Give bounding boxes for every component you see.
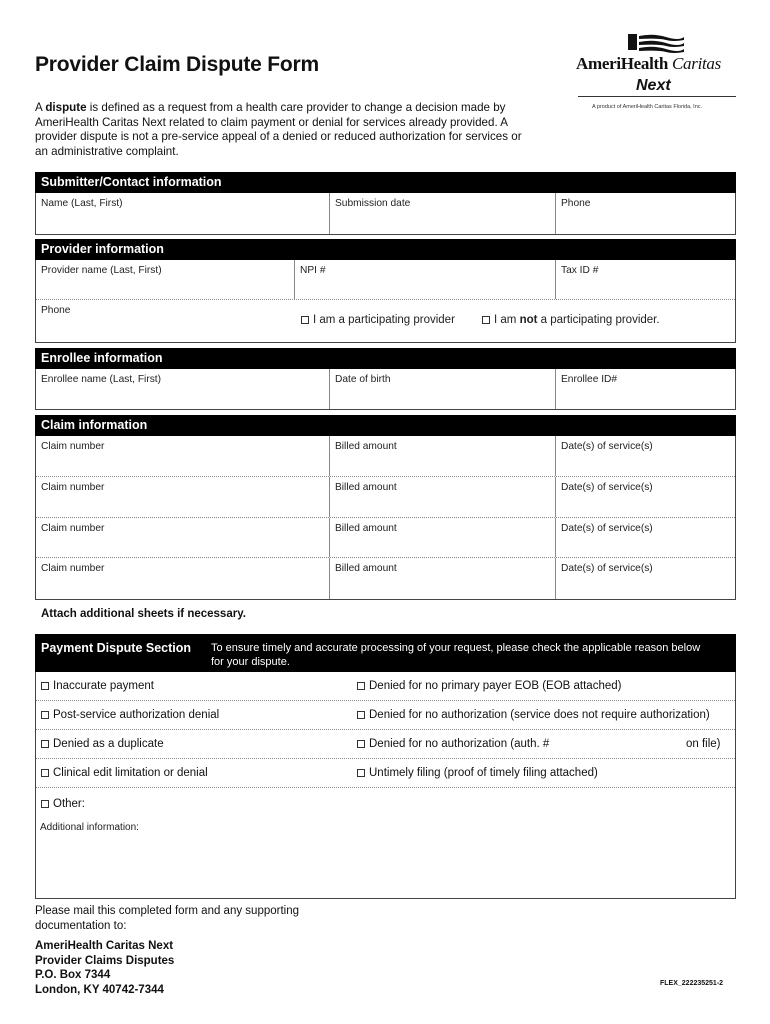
option-inaccurate-payment[interactable]: Inaccurate payment — [36, 672, 154, 701]
mailing-address — [35, 939, 174, 997]
table-row — [36, 730, 735, 759]
billed-amount-field[interactable]: Billed amount — [329, 558, 555, 599]
provider-name-field[interactable]: Provider name (Last, First) — [41, 265, 162, 276]
intro-paragraph: A dispute is defined as a request from a health care provider to change a decision made by AmeriHealth Caritas Next related to claim payment or denial for services already provided. A provider dispute is not a pre-service appeal of a denied or reduced authorization for services or an administrative complaint. — [35, 101, 522, 158]
tax-id-field[interactable]: Tax ID # — [555, 260, 735, 299]
page-title: Provider Claim Dispute Form — [35, 53, 319, 76]
table-row — [36, 759, 735, 788]
checkbox-icon[interactable] — [41, 800, 49, 808]
address-line: Provider Claims Disputes — [35, 954, 175, 967]
service-dates-field[interactable]: Date(s) of service(s) — [555, 436, 735, 476]
option-untimely-filing[interactable]: Untimely filing (proof of timely filing attached) — [352, 759, 598, 788]
option-duplicate[interactable]: Denied as a duplicate — [36, 730, 164, 759]
logo-wordmark: AmeriHealth Caritas — [576, 54, 721, 73]
address-line: P.O. Box 7344 — [35, 969, 111, 981]
provider-phone-field[interactable]: Phone — [41, 305, 71, 316]
billed-amount-field[interactable]: Billed amount — [329, 518, 555, 557]
logo-divider — [578, 96, 736, 97]
table-row — [36, 701, 735, 730]
claim-number-field[interactable]: Claim number — [41, 482, 105, 493]
company-logo — [576, 34, 741, 106]
claim-table — [35, 436, 736, 600]
enrollee-heading: Enrollee information — [35, 348, 736, 369]
claim-number-field[interactable]: Claim number — [41, 441, 105, 452]
not-participating-option[interactable]: I am not a participating provider. — [477, 300, 735, 342]
submitter-table — [35, 193, 736, 235]
service-dates-field[interactable]: Date(s) of service(s) — [555, 558, 735, 599]
checkbox-icon[interactable] — [357, 740, 365, 748]
table-row — [36, 558, 735, 599]
checkbox-icon[interactable] — [41, 682, 49, 690]
claim-number-field[interactable]: Claim number — [41, 563, 105, 574]
mail-instructions: Please mail this completed form and any supporting documentation to: — [35, 905, 300, 932]
address-line: AmeriHealth Caritas Next — [35, 940, 174, 952]
checkbox-icon[interactable] — [357, 682, 365, 690]
attach-note: Attach additional sheets if necessary. — [41, 608, 246, 620]
dob-field[interactable]: Date of birth — [329, 369, 555, 409]
table-row — [36, 477, 735, 518]
additional-information-field[interactable]: Additional information: — [40, 822, 139, 833]
claim-heading: Claim information — [35, 415, 736, 436]
on-file-label: on file) — [686, 738, 721, 750]
option-no-auth-number[interactable]: Denied for no authorization (auth. # — [352, 730, 549, 759]
claim-number-field[interactable]: Claim number — [41, 523, 105, 534]
checkbox-icon[interactable] — [357, 711, 365, 719]
enrollee-name-field[interactable]: Enrollee name (Last, First) — [41, 374, 162, 385]
provider-table — [35, 260, 736, 343]
table-row — [36, 518, 735, 558]
checkbox-icon[interactable] — [41, 740, 49, 748]
option-clinical-edit[interactable]: Clinical edit limitation or denial — [36, 759, 208, 788]
submission-date-field[interactable]: Submission date — [329, 193, 555, 234]
submitter-heading: Submitter/Contact information — [35, 172, 736, 193]
enrollee-id-field[interactable]: Enrollee ID# — [555, 369, 735, 409]
flag-icon — [628, 34, 684, 54]
checkbox-icon[interactable] — [357, 769, 365, 777]
payment-dispute-header — [35, 634, 736, 672]
payment-dispute-table — [35, 672, 736, 899]
participating-option[interactable]: I am a participating provider — [296, 300, 496, 342]
address-line: London, KY 40742-7344 — [35, 983, 164, 996]
payment-dispute-description: To ensure timely and accurate processing of your request, please check the applicable reason below for your dispute. — [211, 642, 701, 668]
checkbox-icon[interactable] — [41, 769, 49, 777]
service-dates-field[interactable]: Date(s) of service(s) — [555, 477, 735, 517]
checkbox-icon[interactable] — [482, 316, 490, 324]
submitter-phone-field[interactable]: Phone — [555, 193, 735, 234]
billed-amount-field[interactable]: Billed amount — [329, 436, 555, 476]
option-post-service-denial[interactable]: Post-service authorization denial — [36, 701, 219, 730]
npi-field[interactable]: NPI # — [294, 260, 555, 299]
option-no-auth-not-required[interactable]: Denied for no authorization (service does not require authorization) — [352, 701, 710, 730]
form-code: FLEX_222235251-2 — [660, 980, 724, 987]
service-dates-field[interactable]: Date(s) of service(s) — [555, 518, 735, 557]
logo-product: Next — [636, 77, 671, 94]
checkbox-icon[interactable] — [41, 711, 49, 719]
payment-dispute-heading: Payment Dispute Section — [41, 641, 192, 655]
enrollee-table — [35, 369, 736, 410]
provider-heading: Provider information — [35, 239, 736, 260]
checkbox-icon[interactable] — [301, 316, 309, 324]
billed-amount-field[interactable]: Billed amount — [329, 477, 555, 517]
submitter-name-field[interactable]: Name (Last, First) — [41, 198, 123, 209]
logo-tagline: A product of AmeriHealth Caritas Florida, Inc. — [592, 104, 703, 110]
option-other[interactable]: Other: — [41, 798, 85, 810]
table-row — [36, 672, 735, 701]
option-no-primary-eob[interactable]: Denied for no primary payer EOB (EOB attached) — [352, 672, 621, 701]
table-row — [36, 436, 735, 477]
